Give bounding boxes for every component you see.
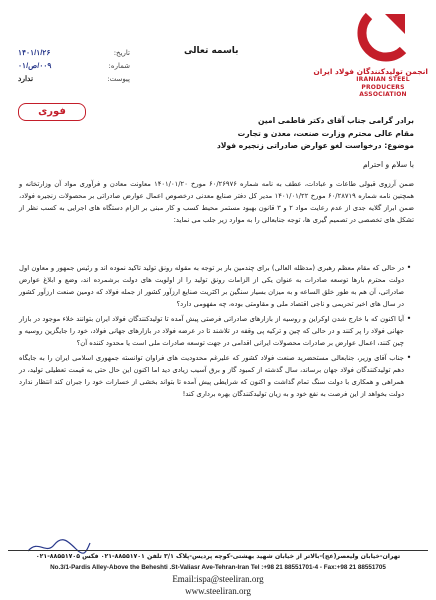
list-item xyxy=(19,352,414,400)
number-label: شماره: xyxy=(108,62,130,70)
letter-meta xyxy=(18,44,130,83)
number-row xyxy=(18,57,130,70)
greeting: با سلام و احترام xyxy=(362,160,414,169)
body-bullet-list xyxy=(19,262,414,403)
bullet-icon: • xyxy=(406,314,412,323)
urgent-stamp: فوری xyxy=(18,103,86,121)
invocation-heading: باسمه تعالی xyxy=(184,46,239,56)
footer-divider xyxy=(8,550,428,551)
footer-address-fa: تهران-خیابان ولیعصر(عج)-بالاتر از خیابان شهید بهشتی-کوچه پردیس-پلاک ۳/۱ تلفن ۸۸۵۵۱۷۰۱-۰۲۱ فکس ۸۸۵۵۱۷۰۵-۰۲۱ xyxy=(35,553,401,560)
addressee-block xyxy=(54,115,414,153)
date-label: تاریخ: xyxy=(113,49,130,57)
association-logo xyxy=(313,8,428,106)
list-item xyxy=(19,262,414,310)
footer-website: www.steeliran.org xyxy=(185,586,251,596)
addressee-name: برادر گرامی جناب آقای دکتر فاطمی امین xyxy=(257,116,414,125)
org-name-en-line2: PRODUCERS ASSOCIATION xyxy=(359,83,407,98)
bullet-text: جناب آقای وزیر، جنابعالی مستحضرید صنعت فولاد کشور که علیرغم محدودیت های فراوان توانسته جمهوری اسلامی ایران را به جایگاه دهم تولیدکنندگان فولاد جهان برساند، سال گذشته از کمبود گاز و برق آسیب زیادی دید اما اکنون این حال حتی به قیمت تعطیلی تولید، در همراهی و همکاری با دولت سنگ تمام گذاشت و اکنون که شرایطی پیش آمده تا بتواند بخشی از خسارات خود را جبران کند انتظار ندارد دولت بخواهد از این فرصت به نفع خود و به زیان تولیدکنندگان بهره برداری کند! xyxy=(19,354,404,398)
attachment-label: پیوست: xyxy=(107,75,130,83)
list-item xyxy=(19,313,414,349)
number-value: ۰۰۹/ص/۰۱ xyxy=(18,61,52,70)
attachment-row xyxy=(18,70,130,83)
bullet-text: آیا اکنون که با خارج شدن اوکراین و روسیه از بازارهای صادراتی فرصتی پیش آمده تا تولیدکنندگان فولاد ایران بتوانند خلاء موجود در بازار جهانی فولاد را پر کنند و در حالی که چین و ترکیه پی وقفه در تلاشند تا در عرضه فولاد در بازارهای جهانی فولاد، خود را جایگزین روسیه و چین کنند، اعمال عوارض بر صادرات محصولات ایرانی اقدامی در جهت توسعه صادرات ملی است یا محدود کننده آن؟ xyxy=(19,315,404,347)
body-paragraph-intro: ضمن آرزوی قبولی طاعات و عبادات، عطف به نامه شماره ۶۰/۲۶۹۷۶ مورخ ۱۴۰۱/۰۱/۲۰ معاونت معادن و فرآوری مواد آن وزارتخانه و همچنین نامه شماره ۶۰/۲۸۷۱۹ مورخ ۱۴۰۱/۰۱/۲۲ مدیر کل دفتر صنایع معدنی درخصوص اعمال عوارض صادراتی بر محصولات زنجیره فولاد، ضمن ابراز گلایه جدی از عدم رعایت مواد ۲ و ۳ قانون بهبود مستمر محیط کسب و کار مبنی بر الزام دستگاه های اجرایی به کسب نظر از تشکل های تخصصی در تصمیم گیری ها، توجه جنابعالی را به موارد زیر جلب می نماید: xyxy=(19,180,414,224)
org-name-fa: انجمن تولیدکنندگان فولاد ایران xyxy=(313,67,428,76)
bullet-icon: • xyxy=(406,353,412,362)
date-row xyxy=(18,44,130,57)
footer-email: Email:ispa@steeliran.org xyxy=(172,574,264,584)
attachment-value: ندارد xyxy=(18,74,34,83)
bullet-icon: • xyxy=(406,263,412,272)
steel-ring-logo-icon xyxy=(355,8,411,66)
letter-subject: موضوع: درخواست لغو عوارض صادراتی زنجیره فولاد xyxy=(216,141,414,150)
footer-address-en: No.3/1-Pardis Alley-Above the Beheshti .St-Valiasr Ave-Tehran-Iran Tel :+98 21 88551701-4 - Fax:+98 21 88551705 xyxy=(50,564,386,571)
bullet-text: در حالی که مقام معظم رهبری (مدظله العالی) برای چندمین بار بر توجه به مقوله رونق تولید تاکید نموده اند و رئیس جمهور و معاون اول دولت محترم بارها توسعه صادرات به عنوان یکی از الزامات رونق تولید را از اولویت های دولت برشمرده اند، وضع و ابلاغ عوارض صادراتی، آن هم به طور خلق الساعه و به میزان بسیار سنگین بر اکثریت صنایع ارزآور کشور از جمله فولاد که دومین صنعت ارزآور کشور در سال های اخیر تحریمی و ناجی اقتصاد ملی و مقاومتی بوده، چه مفهومی دارد؟ xyxy=(19,264,404,308)
org-name-en-line1: IRANIAN STEEL xyxy=(356,76,410,83)
date-value: ۱۴۰۱/۱/۲۶ xyxy=(18,48,51,57)
addressee-title: مقام عالی محترم وزارت صنعت، معدن و تجارت xyxy=(237,128,414,138)
